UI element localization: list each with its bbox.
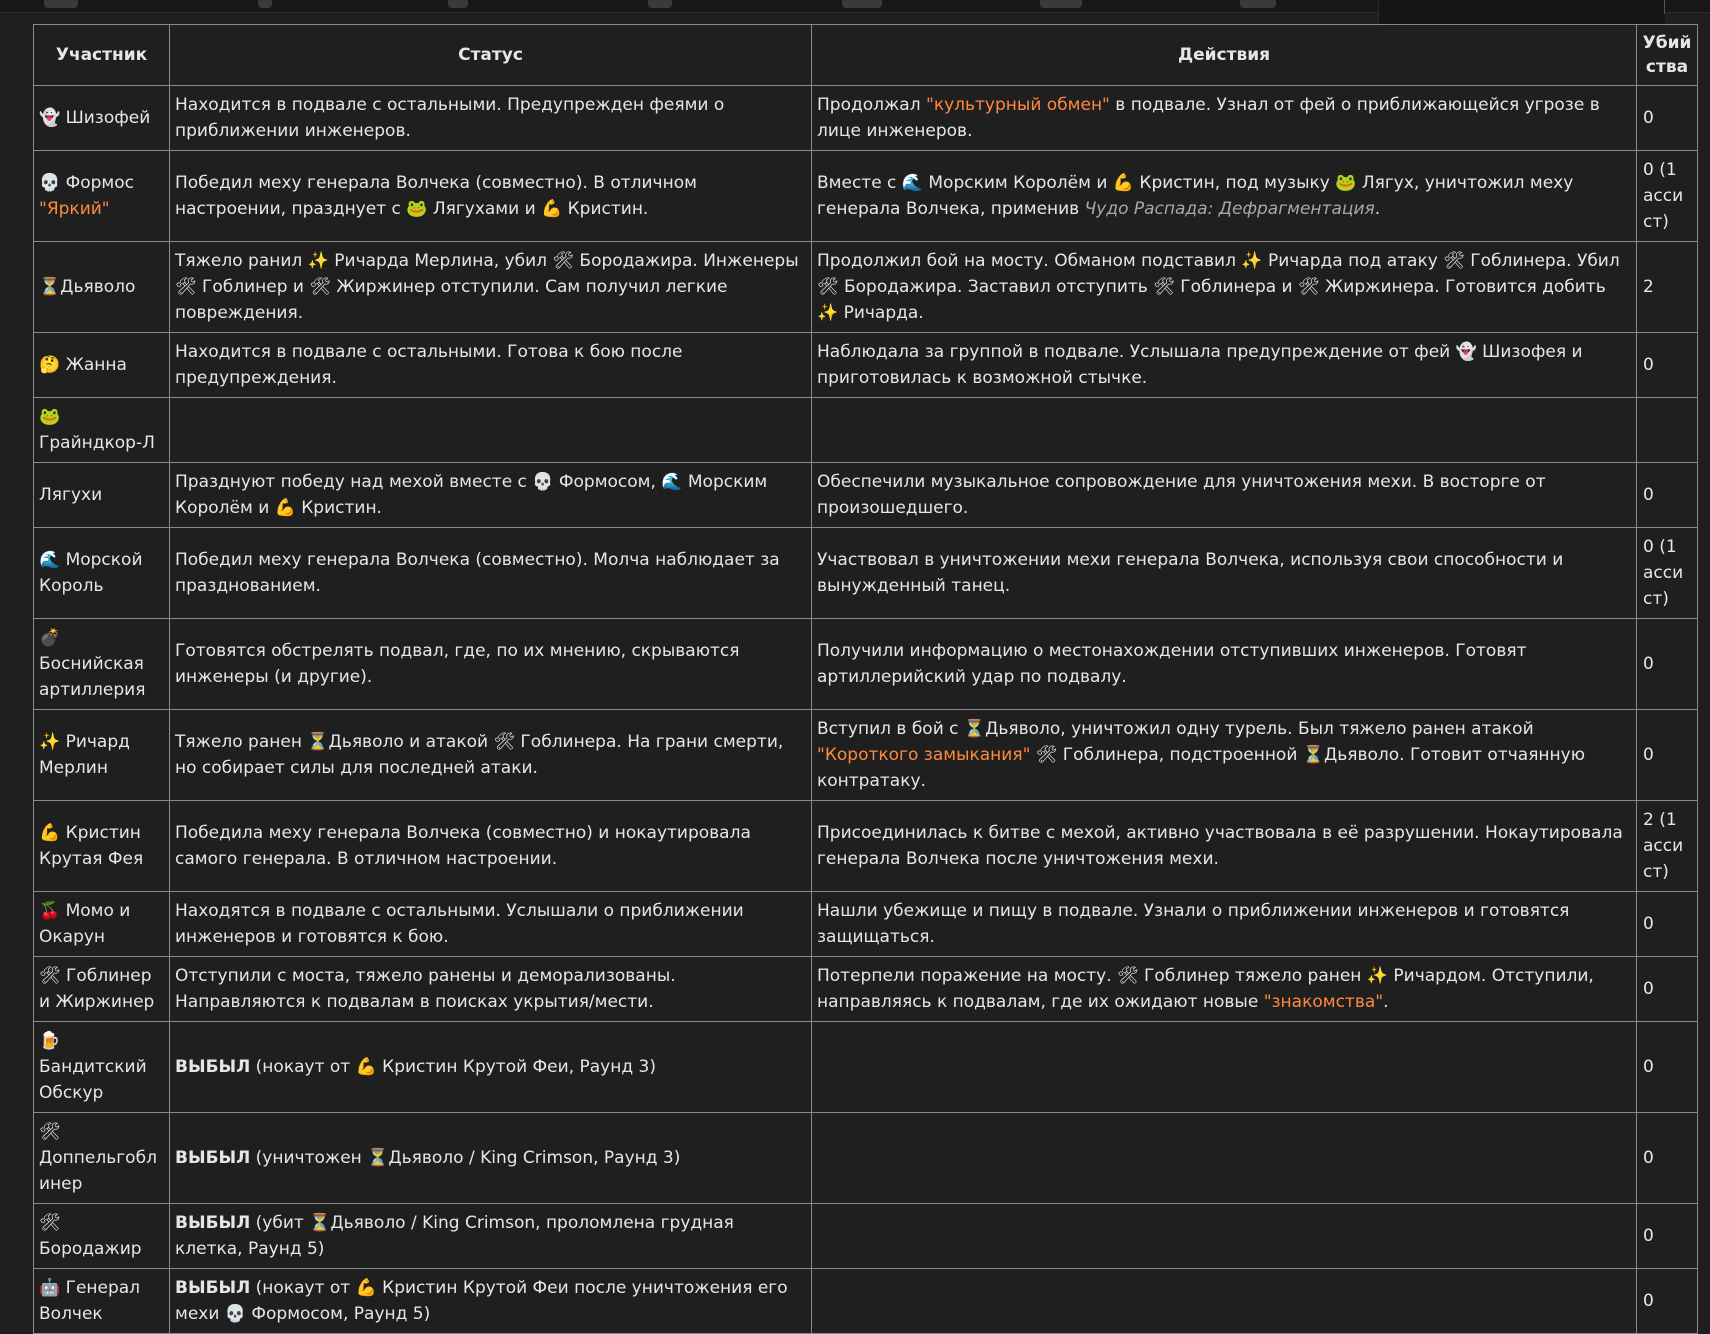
table-row bbox=[34, 528, 1698, 619]
table-row bbox=[34, 801, 1698, 892]
text-segment: (убит ⏳Дьяволо / King Crimson, проломлена грудная клетка, Раунд 5) bbox=[175, 1213, 734, 1259]
toolbar-icon[interactable] bbox=[842, 0, 882, 8]
table-header-row bbox=[34, 25, 1698, 86]
actions-cell bbox=[812, 801, 1637, 892]
text-segment: Вместе с 🌊 Морским Королём и 💪 Кристин, под музыку 🐸 Лягух, уничтожил меху генерала Волчека, применив bbox=[817, 173, 1574, 219]
text-segment: . bbox=[1374, 199, 1381, 219]
kills-cell: 0 bbox=[1637, 1204, 1698, 1269]
participant-cell: 🛠 Гоблинер и Жиржинер bbox=[34, 957, 170, 1022]
actions-cell bbox=[812, 957, 1637, 1022]
actions-cell bbox=[812, 463, 1637, 528]
participant-cell: 🐸 Грайндкор-Л bbox=[34, 398, 170, 463]
table-row bbox=[34, 619, 1698, 710]
kills-cell: 0 bbox=[1637, 333, 1698, 398]
text-segment: Потерпели поражение на мосту. 🛠 Гоблинер тяжело ранен ✨ Ричардом. Отступили, направляясь к подвалам, где их ожидают новые bbox=[817, 966, 1594, 1012]
table-body bbox=[34, 86, 1698, 1334]
text-segment: Находятся в подвале с остальными. Услышали о приближении инженеров и готовятся к бою. bbox=[175, 901, 744, 947]
highlight-text: "знакомства" bbox=[1263, 992, 1384, 1012]
participant-cell: ✨ Ричард Мерлин bbox=[34, 710, 170, 801]
actions-cell bbox=[812, 1113, 1637, 1204]
table-row bbox=[34, 892, 1698, 957]
text-segment: (уничтожен ⏳Дьяволо / King Crimson, Раунд 3) bbox=[250, 1148, 681, 1168]
text-segment: Продолжал bbox=[817, 95, 926, 115]
kills-cell bbox=[1637, 398, 1698, 463]
text-segment: . bbox=[1383, 992, 1389, 1012]
participants-table bbox=[33, 24, 1698, 1334]
status-cell bbox=[170, 710, 812, 801]
actions-cell bbox=[812, 710, 1637, 801]
status-cell bbox=[170, 86, 812, 151]
text-segment: Победила меху генерала Волчека (совместно) и нокаутировала самого генерала. В отличном настроении. bbox=[175, 823, 751, 869]
status-cell bbox=[170, 1269, 812, 1334]
participant-cell: 👻 Шизофей bbox=[34, 86, 170, 151]
toolbar-panel bbox=[1378, 0, 1665, 27]
status-cell bbox=[170, 242, 812, 333]
status-cell bbox=[170, 1204, 812, 1269]
participant-cell: Лягухи bbox=[34, 463, 170, 528]
text-segment: Находится в подвале с остальными. Предупрежден феями о приближении инженеров. bbox=[175, 95, 725, 141]
text-segment: в подвале. Узнал от фей о приближающейся угрозе в лице инженеров. bbox=[817, 95, 1600, 141]
highlight-text: "Яркий" bbox=[39, 199, 110, 219]
actions-cell bbox=[812, 1022, 1637, 1113]
text-segment: Отступили с моста, тяжело ранены и деморализованы. Направляются к подвалам в поисках укрытия/мести. bbox=[175, 966, 676, 1012]
table-row bbox=[34, 1204, 1698, 1269]
kills-cell: 0 bbox=[1637, 892, 1698, 957]
status-cell bbox=[170, 333, 812, 398]
header-status: Статус bbox=[170, 25, 812, 86]
kills-cell: 0 bbox=[1637, 463, 1698, 528]
text-segment: (нокаут от 💪 Кристин Крутой Феи, Раунд 3) bbox=[250, 1057, 656, 1077]
text-segment: Тяжело ранен ⏳Дьяволо и атакой 🛠 Гоблинера. На грани смерти, но собирает силы для последней атаки. bbox=[175, 732, 784, 778]
actions-cell bbox=[812, 1204, 1637, 1269]
text-segment: Готовятся обстрелять подвал, где, по их мнению, скрываются инженеры (и другие). bbox=[175, 641, 740, 687]
table-row bbox=[34, 151, 1698, 242]
text-segment: Тяжело ранил ✨ Ричарда Мерлина, убил 🛠 Бородажира. Инженеры 🛠 Гоблинер и 🛠 Жиржинер отступили. Сам получил легкие повреждения. bbox=[175, 251, 799, 323]
toolbar-icon[interactable] bbox=[648, 0, 672, 8]
participant-cell: 🌊 Морской Король bbox=[34, 528, 170, 619]
status-cell bbox=[170, 1113, 812, 1204]
status-cell bbox=[170, 1022, 812, 1113]
toolbar-icon[interactable] bbox=[1040, 0, 1082, 8]
text-segment: Присоединилась к битве с мехой, активно участвовала в её разрушении. Нокаутировала генерала Волчека после уничтожения мехи. bbox=[817, 823, 1623, 869]
text-segment: Обеспечили музыкальное сопровождение для уничтожения мехи. В восторге от произошедшего. bbox=[817, 472, 1546, 518]
participant-cell: ⏳Дьяволо bbox=[34, 242, 170, 333]
text-segment: Победил меху генерала Волчека (совместно). В отличном настроении, празднует с 🐸 Лягухами и 💪 Кристин. bbox=[175, 173, 697, 219]
highlight-text: "культурный обмен" bbox=[926, 95, 1110, 115]
table-row bbox=[34, 463, 1698, 528]
text-segment: 💀 Формос bbox=[39, 173, 134, 193]
top-toolbar bbox=[0, 0, 1710, 13]
participant-cell: 🤔 Жанна bbox=[34, 333, 170, 398]
status-cell bbox=[170, 151, 812, 242]
text-segment: Празднуют победу над мехой вместе с 💀 Формосом, 🌊 Морским Королём и 💪 Кристин. bbox=[175, 472, 768, 518]
highlight-text: "Короткого замыкания" bbox=[817, 745, 1031, 765]
actions-cell bbox=[812, 1269, 1637, 1334]
participant-cell bbox=[34, 151, 170, 242]
kills-cell: 0 bbox=[1637, 86, 1698, 151]
header-participant: Участник bbox=[34, 25, 170, 86]
italic-text: Чудо Распада: Дефрагментация bbox=[1084, 199, 1375, 219]
table-row bbox=[34, 710, 1698, 801]
table-row bbox=[34, 398, 1698, 463]
actions-cell bbox=[812, 151, 1637, 242]
text-segment: Находится в подвале с остальными. Готова к бою после предупреждения. bbox=[175, 342, 683, 388]
participant-cell: 💣 Боснийская артиллерия bbox=[34, 619, 170, 710]
kills-cell: 0 bbox=[1637, 1113, 1698, 1204]
text-segment: Продолжил бой на мосту. Обманом подставил ✨ Ричарда под атаку 🛠 Гоблинера. Убил 🛠 Бородажира. Заставил отступить 🛠 Гоблинера и 🛠 Жиржинера. Готовится добить ✨ Ричарда. bbox=[817, 251, 1620, 323]
table-row bbox=[34, 242, 1698, 333]
header-kills: Убийства bbox=[1637, 25, 1698, 86]
status-cell bbox=[170, 463, 812, 528]
actions-cell bbox=[812, 86, 1637, 151]
table-row bbox=[34, 86, 1698, 151]
table-row bbox=[34, 333, 1698, 398]
table-row bbox=[34, 1269, 1698, 1334]
kills-cell: 0 bbox=[1637, 710, 1698, 801]
actions-cell bbox=[812, 242, 1637, 333]
text-segment: Получили информацию о местонахождении отступивших инженеров. Готовят артиллерийский удар по подвалу. bbox=[817, 641, 1527, 687]
status-strong: ВЫБЫЛ bbox=[175, 1213, 251, 1233]
actions-cell bbox=[812, 619, 1637, 710]
text-segment: 🛠 Гоблинера, подстроенной ⏳Дьяволо. Готовит отчаянную контратаку. bbox=[817, 745, 1586, 791]
actions-cell bbox=[812, 333, 1637, 398]
header-actions: Действия bbox=[812, 25, 1637, 86]
actions-cell bbox=[812, 398, 1637, 463]
table-row bbox=[34, 1113, 1698, 1204]
status-cell bbox=[170, 528, 812, 619]
kills-cell: 0 bbox=[1637, 1022, 1698, 1113]
kills-cell: 0 bbox=[1637, 619, 1698, 710]
kills-cell: 0 (1 ассист) bbox=[1637, 528, 1698, 619]
participant-cell: 🍺 Бандитский Обскур bbox=[34, 1022, 170, 1113]
status-strong: ВЫБЫЛ bbox=[175, 1278, 251, 1298]
status-strong: ВЫБЫЛ bbox=[175, 1057, 251, 1077]
table-row bbox=[34, 957, 1698, 1022]
kills-cell: 2 bbox=[1637, 242, 1698, 333]
participant-cell: 💪 Кристин Крутая Фея bbox=[34, 801, 170, 892]
toolbar-icon[interactable] bbox=[1240, 0, 1276, 8]
participant-cell: 🍒 Момо и Окарун bbox=[34, 892, 170, 957]
participant-cell: 🤖 Генерал Волчек bbox=[34, 1269, 170, 1334]
kills-cell: 2 (1 ассист) bbox=[1637, 801, 1698, 892]
status-strong: ВЫБЫЛ bbox=[175, 1148, 251, 1168]
kills-cell: 0 (1 ассист) bbox=[1637, 151, 1698, 242]
toolbar-icon[interactable] bbox=[258, 0, 272, 8]
text-segment: (нокаут от 💪 Кристин Крутой Феи после уничтожения его мехи 💀 Формосом, Раунд 5) bbox=[175, 1278, 788, 1324]
text-segment: Вступил в бой с ⏳Дьяволо, уничтожил одну турель. Был тяжело ранен атакой bbox=[817, 719, 1534, 739]
status-cell bbox=[170, 892, 812, 957]
status-cell bbox=[170, 801, 812, 892]
table-container bbox=[33, 24, 1697, 1334]
table-row bbox=[34, 1022, 1698, 1113]
status-cell bbox=[170, 957, 812, 1022]
status-cell bbox=[170, 398, 812, 463]
text-segment: Нашли убежище и пищу в подвале. Узнали о приближении инженеров и готовятся защищаться. bbox=[817, 901, 1570, 947]
toolbar-icon[interactable] bbox=[448, 0, 468, 8]
actions-cell bbox=[812, 892, 1637, 957]
text-segment: Участвовал в уничтожении мехи генерала Волчека, используя свои способности и вынужденный танец. bbox=[817, 550, 1564, 596]
participant-cell: 🛠 Доппельгоблинер bbox=[34, 1113, 170, 1204]
status-cell bbox=[170, 619, 812, 710]
actions-cell bbox=[812, 528, 1637, 619]
participant-cell: 🛠 Бородажир bbox=[34, 1204, 170, 1269]
kills-cell: 0 bbox=[1637, 1269, 1698, 1334]
kills-cell: 0 bbox=[1637, 957, 1698, 1022]
text-segment: Победил меху генерала Волчека (совместно). Молча наблюдает за празднованием. bbox=[175, 550, 780, 596]
toolbar-icon[interactable] bbox=[44, 0, 78, 8]
text-segment: Наблюдала за группой в подвале. Услышала предупреждение от фей 👻 Шизофея и приготовилась к возможной стычке. bbox=[817, 342, 1583, 388]
